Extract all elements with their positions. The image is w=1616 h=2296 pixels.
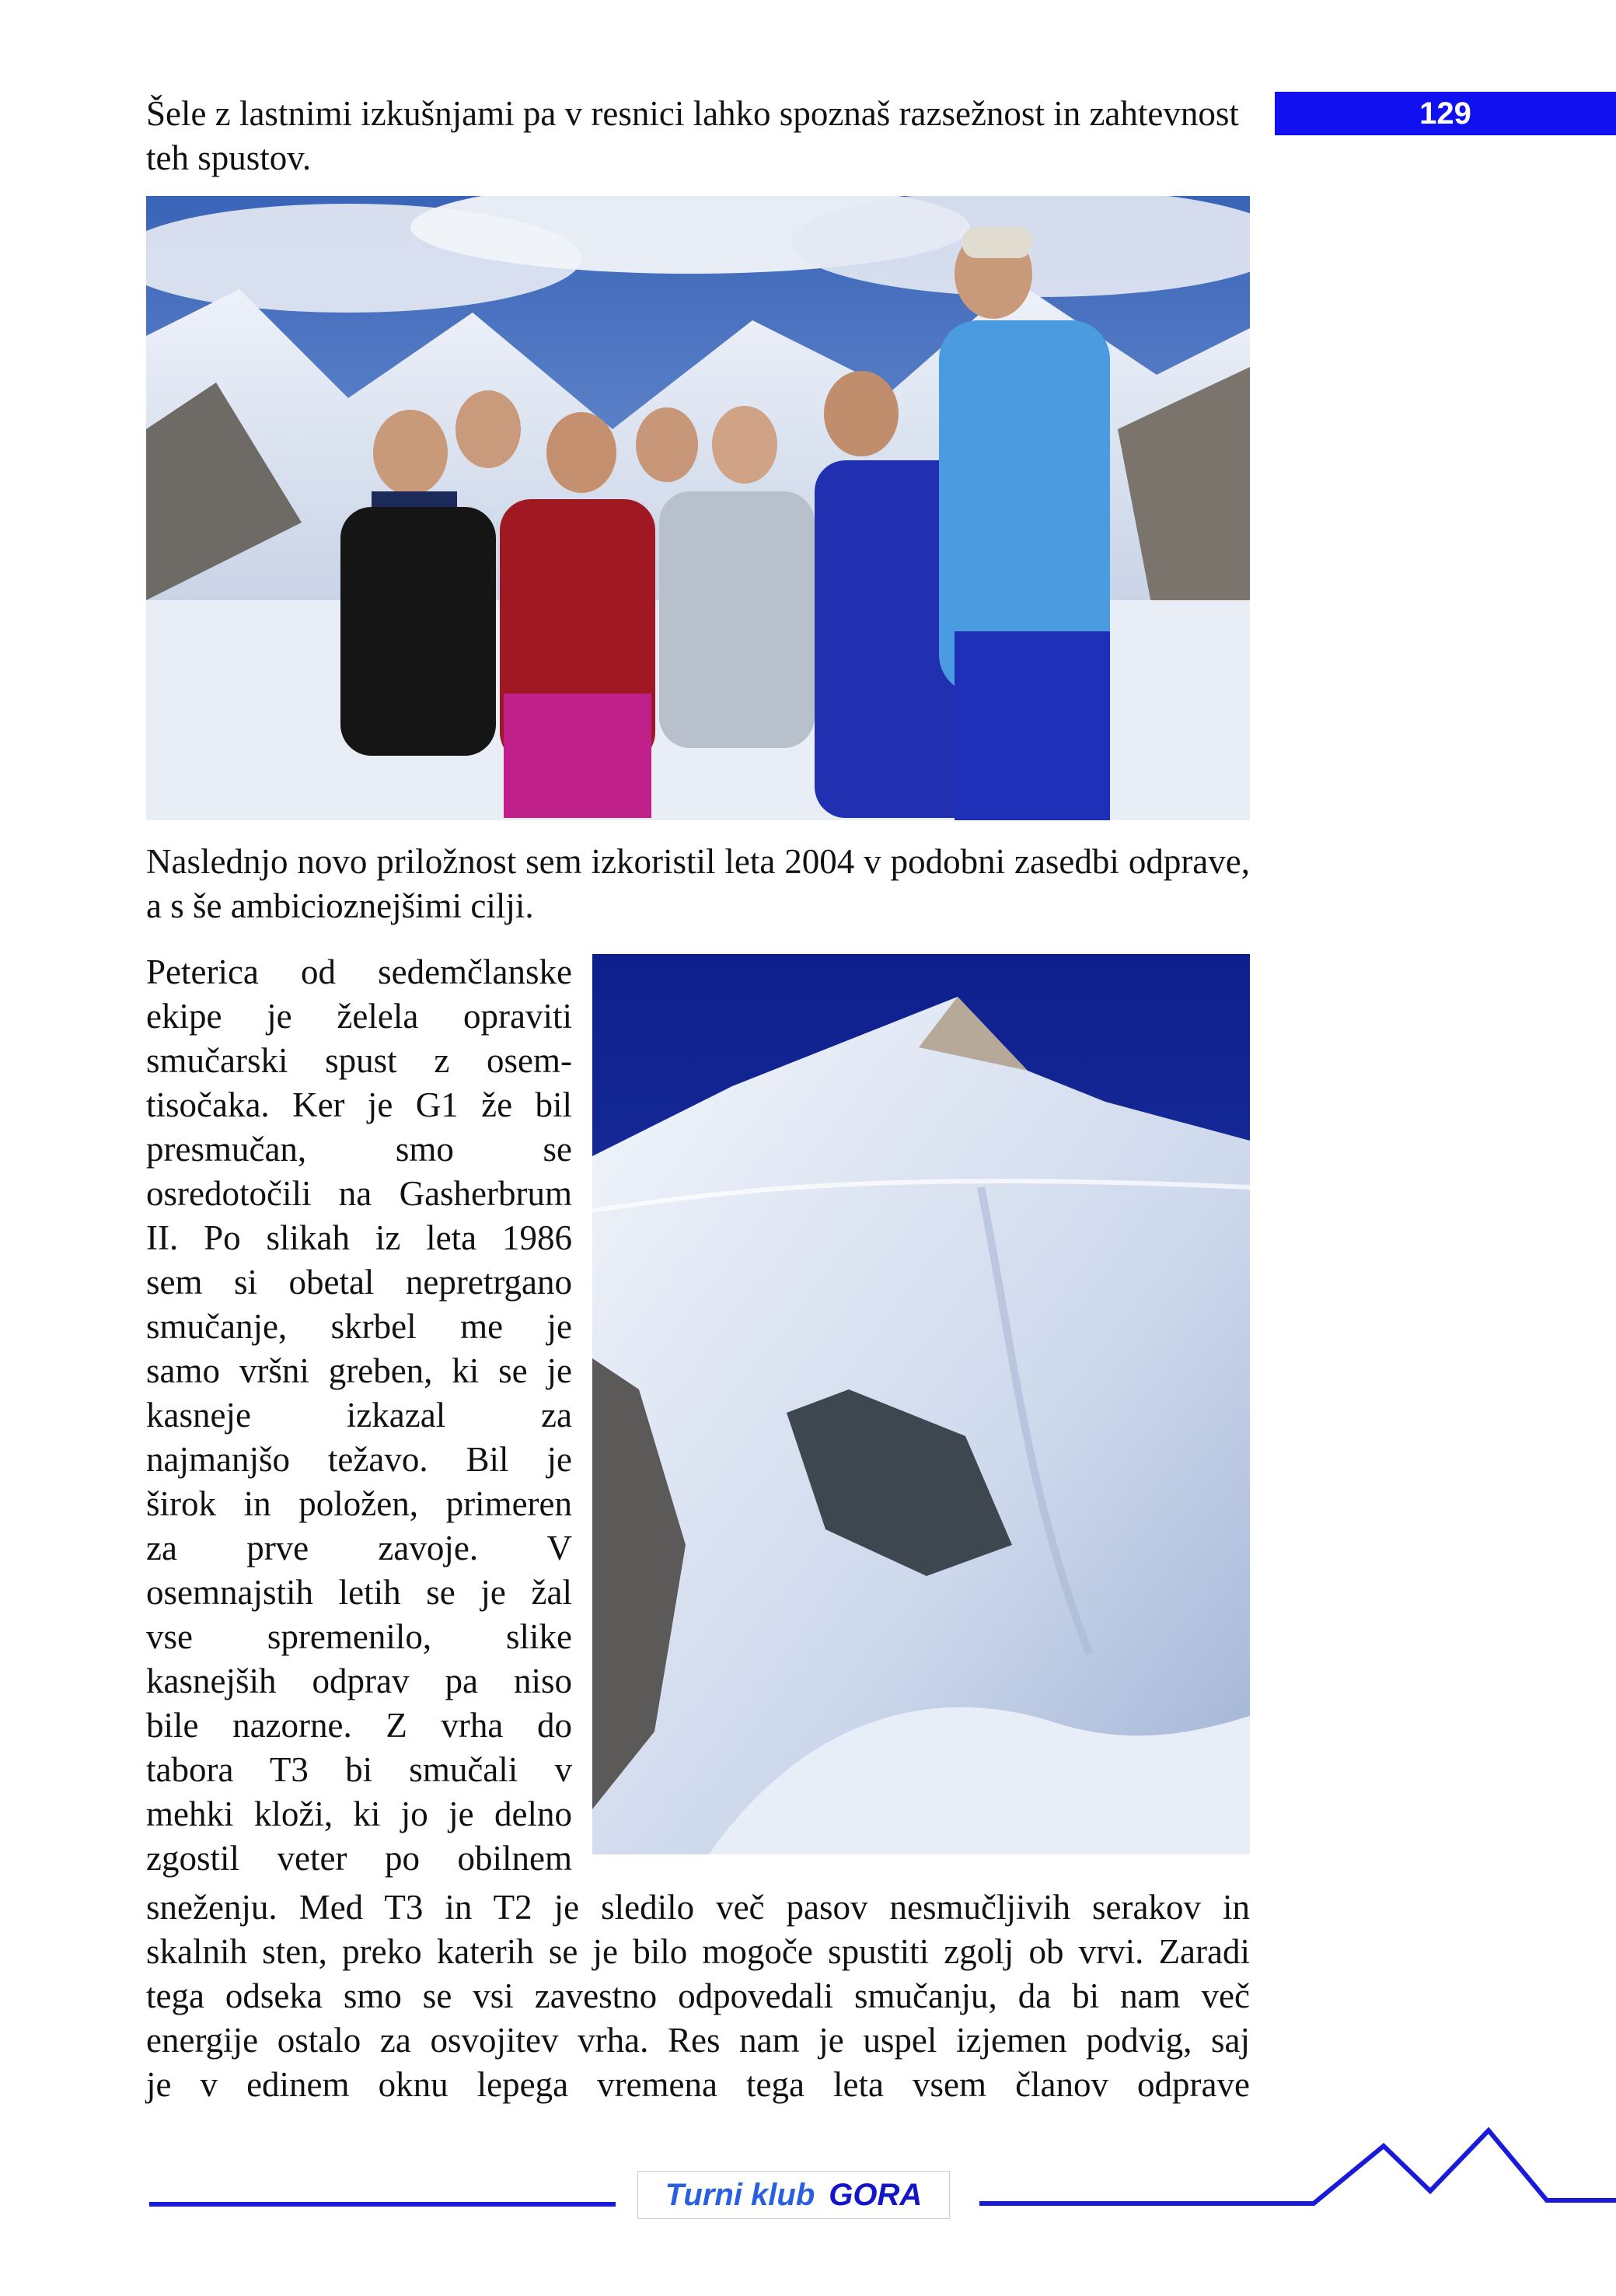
mountain-photo (592, 954, 1250, 1854)
text-line: ekipe je želela opraviti (146, 997, 572, 1036)
text-line: skalnih sten, preko katerih se je bilo mogoče spustiti zgolj ob vrvi. Zaradi (146, 1932, 1250, 1971)
text-line: je v edinem oknu lepega vremena tega leta vsem članov odprave (146, 2065, 1250, 2104)
club-logo (637, 2171, 950, 2219)
group-photo (146, 196, 1250, 820)
logo-word-1: Turni klub (665, 2178, 815, 2212)
text-line: samo vršni greben, ki se je (146, 1351, 572, 1390)
text-line: osredotočili na Gasherbrum (146, 1174, 572, 1213)
text-line: sneženju. Med T3 in T2 je sledilo več pasov nesmučljivih serakov in (146, 1888, 1250, 1927)
paragraph-gasherbrum-wide (146, 1885, 1250, 2107)
text-line: energije ostalo za osvojitev vrha. Res nam je uspel izjemen podvig, saj (146, 2021, 1250, 2060)
text-line: kasneje izkazal za (146, 1396, 572, 1435)
text-line: Peterica od sedemčlanske (146, 952, 572, 991)
page-number: 129 (1275, 92, 1616, 135)
text-line: za prve zavoje. V (146, 1529, 572, 1567)
paragraph-gasherbrum-narrow (146, 950, 572, 1881)
text-line: sem si obetal nepretrgano (146, 1263, 572, 1302)
mountain-line-decoration (979, 2123, 1616, 2216)
paragraph-2004: Naslednjo novo priložnost sem izkoristil leta 2004 v podobni zasedbi odprave, a s še ambicioznejšimi cilji. (146, 842, 1250, 925)
text-line: širok in položen, primeren (146, 1484, 572, 1523)
text-line: tabora T3 bi smučali v (146, 1750, 572, 1789)
text-line: smučanje, skrbel me je (146, 1307, 572, 1346)
text-line: presmučan, smo se (146, 1130, 572, 1169)
footer-line-left (149, 2202, 616, 2207)
text-line: zgostil veter po obilnem (146, 1839, 572, 1878)
paragraph-intro: Šele z lastnimi izkušnjami pa v resnici lahko spoznaš razsežnost in zahtevnost teh spustov. (146, 94, 1239, 177)
text-line: vse spremenilo, slike (146, 1617, 572, 1656)
text-line: kasnejših odprav pa niso (146, 1662, 572, 1700)
text-line: smučarski spust z osem- (146, 1041, 572, 1080)
logo-word-2: GORA (829, 2178, 923, 2212)
text-line: II. Po slikah iz leta 1986 (146, 1218, 572, 1257)
text-line: tisočaka. Ker je G1 že bil (146, 1085, 572, 1124)
text-line: mehki kloži, ki jo je delno (146, 1795, 572, 1833)
text-line: osemnajstih letih se je žal (146, 1573, 572, 1612)
text-line: najmanjšo težavo. Bil je (146, 1440, 572, 1479)
text-line: bile nazorne. Z vrha do (146, 1706, 572, 1745)
text-line: tega odseka smo se vsi zavestno odpovedali smučanju, da bi nam več (146, 1976, 1250, 2015)
